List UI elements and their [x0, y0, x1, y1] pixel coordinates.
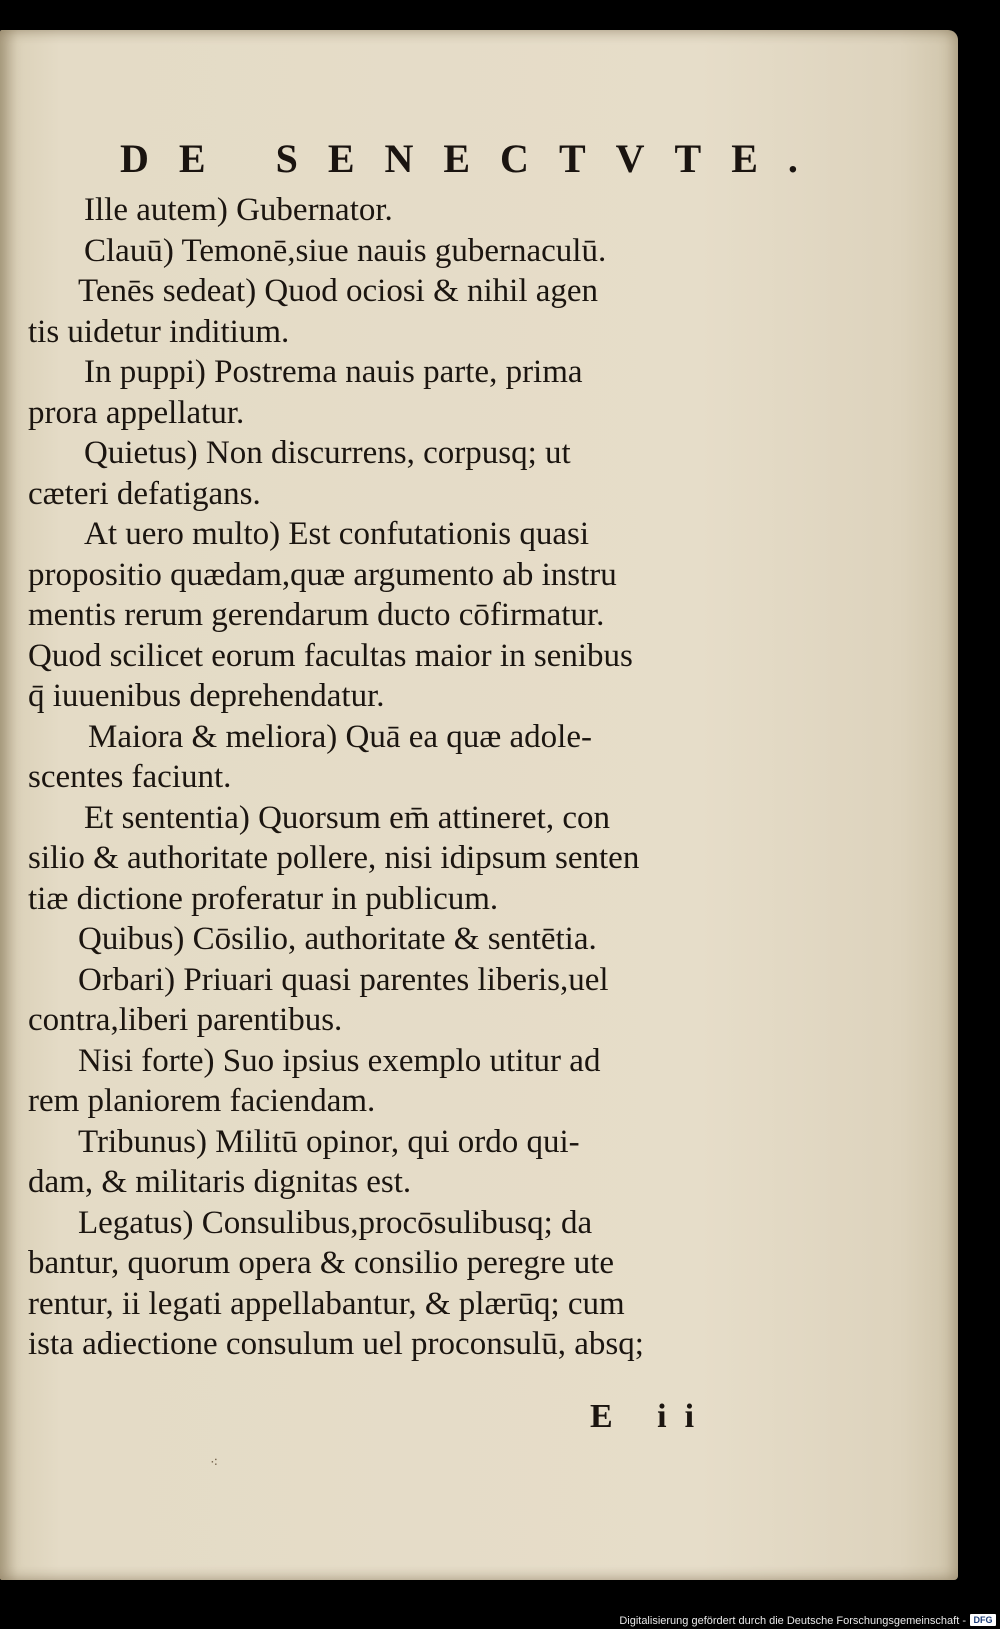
text-line: In puppi) Postrema nauis parte, prima — [84, 354, 583, 390]
text-line: Ille autem) Gubernator. — [84, 192, 393, 228]
text-line: contra,liberi parentibus. — [28, 1002, 343, 1038]
text-line: Quibus) Cōsilio, authoritate & sentētia. — [78, 921, 597, 957]
text-line: cæteri defatigans. — [28, 475, 261, 512]
text-line: rentur, ii legati appellabantur, & plærūq; cum — [28, 1285, 625, 1322]
text-line: tis uidetur inditium. — [28, 313, 290, 350]
text-line: rem planiorem faciendam. — [28, 1083, 376, 1119]
text-line: q̄ iuuenibus deprehendatur. — [28, 678, 385, 714]
ink-speck: ⁖ — [210, 1456, 219, 1471]
dfg-logo: DFG — [970, 1614, 996, 1626]
text-line: Nisi forte) Suo ipsius exemplo utitur ad — [78, 1042, 601, 1079]
text-line: ista adiectione consulum uel proconsulū, absq; — [28, 1326, 644, 1362]
text-line: Maiora & meliora) Quā ea quæ adole- — [88, 718, 592, 755]
text-line: mentis rerum gerendarum ducto cōfirmatur. — [28, 597, 605, 633]
text-line: dam, & militaris dignitas est. — [28, 1164, 412, 1200]
text-line: Tribunus) Militū opinor, qui ordo qui- — [78, 1123, 580, 1160]
text-line: Legatus) Consulibus,procōsulibusq; da — [78, 1204, 593, 1241]
text-line: Et sententia) Quorsum em̄ attineret, con — [84, 799, 611, 836]
book-page — [0, 30, 958, 1580]
text-line: Quod scilicet eorum facultas maior in senibus — [28, 637, 633, 674]
text-line: Quietus) Non discurrens, corpusq; ut — [84, 435, 571, 471]
text-line: Tenēs sedeat) Quod ociosi & nihil agen — [78, 273, 599, 309]
signature-mark: E ii — [590, 1398, 713, 1435]
running-header: DE SENECTVTE. — [120, 136, 828, 181]
text-line: propositio quædam,quæ argumento ab instru — [28, 556, 617, 593]
text-line: Clauū) Temonē,siue nauis gubernaculū. — [84, 232, 607, 269]
text-line: scentes faciunt. — [28, 759, 232, 795]
text-line: Orbari) Priuari quasi parentes liberis,uel — [78, 961, 609, 998]
text-line: bantur, quorum opera & consilio peregre ute — [28, 1245, 615, 1281]
text-line: At uero multo) Est confutationis quasi — [84, 516, 590, 552]
body-text — [28, 190, 778, 1365]
text-line: silio & authoritate pollere, nisi idipsum senten — [28, 840, 640, 876]
digitization-credit: Digitalisierung gefördert durch die Deutsche Forschungsgemeinschaft - — [619, 1615, 966, 1627]
text-line: prora appellatur. — [28, 394, 245, 431]
text-line: tiæ dictione proferatur in publicum. — [28, 880, 499, 917]
